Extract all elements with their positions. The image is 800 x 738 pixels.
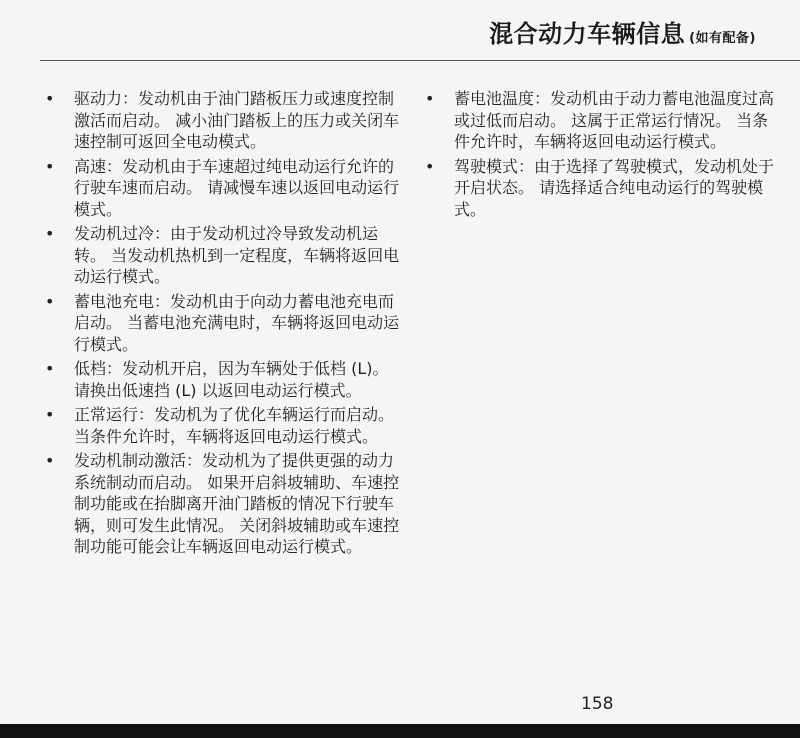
list-item: [420, 156, 780, 221]
page-number: 158: [581, 694, 614, 714]
bullet-icon: •: [425, 156, 435, 176]
list-item-text: 发动机制动激活：发动机为了提供更强的动力系统制动而启动。 如果开启斜坡辅助、车速控制功能或在抬脚离开油门踏板的情况下行驶车辆，则可发生此情况。 关闭斜坡辅助或车速控制功能可能会让车辆返回电动运行模式。: [74, 451, 400, 556]
list-item: [40, 358, 400, 401]
bottom-edge-bar: [0, 724, 800, 738]
list-item-text: 高速：发动机由于车速超过纯电动运行允许的行驶车速而启动。 请减慢车速以返回电动运行模式。: [74, 156, 400, 219]
list-item-text: 蓄电池温度：发动机由于动力蓄电池温度过高或过低而启动。 这属于正常运行情况。 当条件允许时，车辆将返回电动运行模式。: [454, 89, 775, 151]
bullet-icon: •: [45, 89, 55, 108]
list-item: [40, 404, 400, 447]
list-item: [420, 88, 780, 153]
list-item-text: 蓄电池充电：发动机由于向动力蓄电池充电而启动。 当蓄电池充满电时，车辆将返回电动运行模式。: [74, 291, 400, 354]
bullet-icon: •: [45, 359, 55, 378]
list-item-text: 发动机过冷：由于发动机过冷导致发动机运转。 当发动机热机到一定程度，车辆将返回电动运行模式。: [74, 224, 400, 286]
list-item-text: 驾驶模式：由于选择了驾驶模式，发动机处于开启状态。 请选择适合纯电动运行的驾驶模式。: [454, 156, 775, 219]
list-item: [40, 291, 400, 356]
list-item: [40, 156, 400, 221]
header-divider: [40, 60, 800, 61]
list-item-text: 正常运行：发动机为了优化车辆运行而启动。 当条件允许时，车辆将返回电动运行模式。: [74, 405, 395, 446]
section-title-qualifier: (如有配备): [689, 31, 756, 46]
list-item-text: 低档：发动机开启，因为车辆处于低档 (L)。 请换出低速挡 (L) 以返回电动运行模式。: [74, 359, 389, 400]
bullet-icon: •: [45, 405, 55, 424]
bullet-icon: •: [45, 224, 55, 243]
bullet-icon: •: [45, 291, 55, 311]
page-header: [0, 0, 800, 60]
bullet-icon: •: [45, 156, 55, 176]
section-title-text: 混合动力车辆信息: [489, 20, 686, 48]
list-item: [40, 450, 400, 558]
left-bullet-list: [40, 88, 400, 558]
right-bullet-list: [420, 88, 780, 220]
bullet-icon: •: [425, 89, 435, 108]
list-item-text: 驱动力：发动机由于油门踏板压力或速度控制激活而启动。 减小油门踏板上的压力或关闭车速控制可返回全电动模式。: [74, 89, 400, 151]
section-title: [489, 14, 756, 49]
list-item: [40, 223, 400, 288]
right-column: [420, 88, 780, 223]
left-column: [40, 88, 400, 561]
bullet-icon: •: [45, 451, 55, 470]
list-item: [40, 88, 400, 153]
